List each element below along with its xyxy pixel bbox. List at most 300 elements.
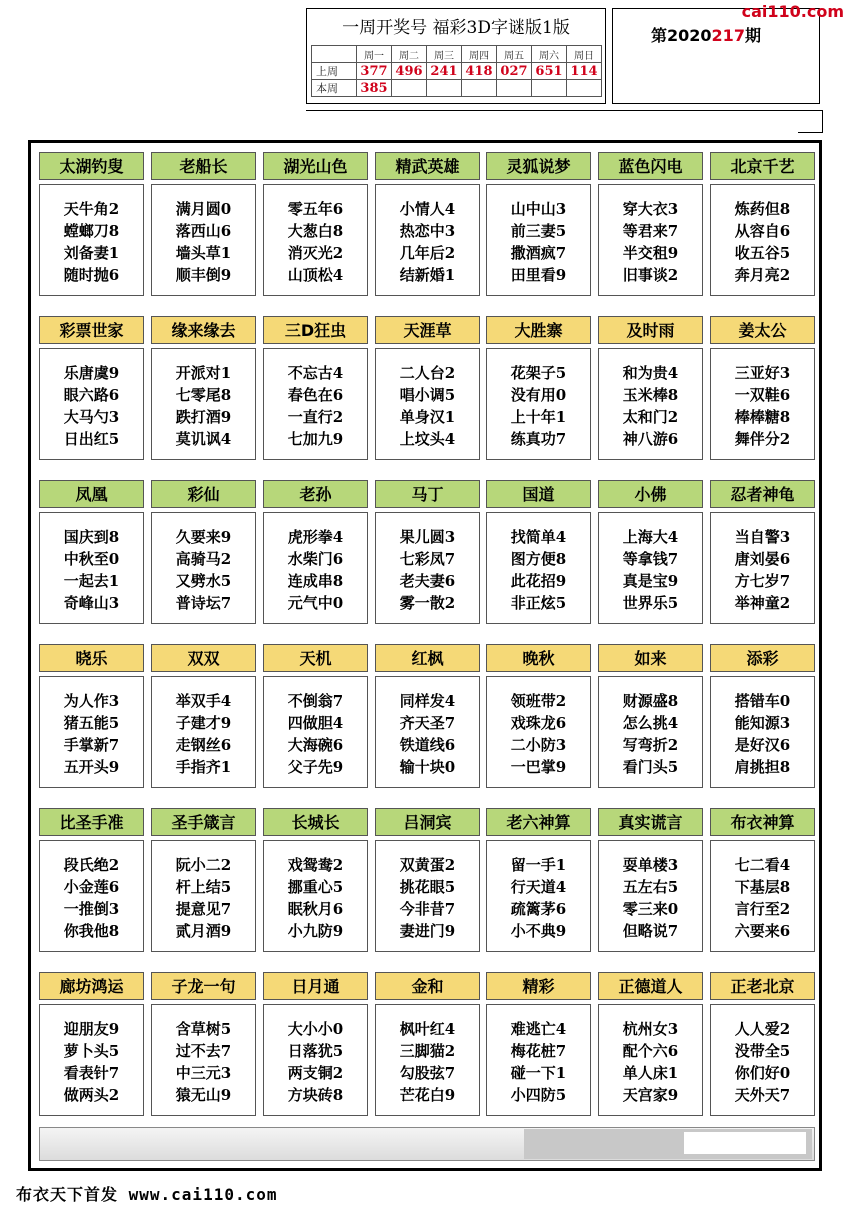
author-title: 灵狐说梦: [486, 152, 591, 180]
puzzle-line: 炼药但8: [734, 200, 791, 218]
puzzle-line: 父子先9: [287, 758, 344, 776]
puzzle-line: 贰月酒9: [175, 922, 232, 940]
puzzle-body: [263, 840, 368, 952]
day-label: 周一: [357, 46, 392, 63]
author-title: 正老北京: [710, 972, 815, 1000]
puzzle-body: [710, 1004, 815, 1116]
puzzle-cell: [486, 972, 591, 1116]
puzzle-line: 提意见7: [175, 900, 232, 918]
this-week-number: [462, 80, 497, 97]
puzzle-line: 满月圆0: [175, 200, 232, 218]
puzzle-line: 戏珠龙6: [510, 714, 567, 732]
puzzle-line: 没带全5: [734, 1042, 791, 1060]
last-week-number: 027: [497, 63, 532, 80]
puzzle-line: 小九防9: [287, 922, 344, 940]
puzzle-line: 留一手1: [510, 856, 567, 874]
puzzle-line: 大马勺3: [63, 408, 120, 426]
puzzle-line: 前三妻5: [510, 222, 567, 240]
puzzle-line: 子建才9: [175, 714, 232, 732]
puzzle-line: 零五年6: [287, 200, 344, 218]
this-week-number: [532, 80, 567, 97]
puzzle-panel: [28, 140, 822, 1171]
puzzle-cell: [375, 808, 480, 952]
issue-box: [612, 8, 820, 104]
author-title: 彩仙: [151, 480, 256, 508]
bottom-bar: [39, 1127, 815, 1161]
puzzle-cell: [39, 480, 144, 624]
puzzle-body: [151, 512, 256, 624]
puzzle-body: [598, 676, 703, 788]
puzzle-body: [263, 512, 368, 624]
author-title: 日月通: [263, 972, 368, 1000]
puzzle-line: 螳螂刀8: [63, 222, 120, 240]
puzzle-line: 单人床1: [622, 1064, 679, 1082]
site-logo-text: cai110.com: [741, 2, 844, 21]
divider: [798, 110, 822, 133]
puzzle-line: 刘备妻1: [63, 244, 120, 262]
puzzle-line: 妻进门9: [399, 922, 456, 940]
puzzle-line: 双黄蛋2: [399, 856, 456, 874]
puzzle-body: [39, 1004, 144, 1116]
puzzle-cell: [710, 808, 815, 952]
puzzle-line: 水柴门6: [287, 550, 344, 568]
puzzle-cell: [598, 808, 703, 952]
puzzle-line: 齐天圣7: [399, 714, 456, 732]
puzzle-line: 日落犹5: [287, 1042, 344, 1060]
last-week-number: 418: [462, 63, 497, 80]
puzzle-line: 大小小0: [287, 1020, 344, 1038]
puzzle-line: 神八游6: [622, 430, 679, 448]
puzzle-line: 山顶松4: [287, 266, 344, 284]
puzzle-cell: [375, 644, 480, 788]
puzzle-cell: [598, 480, 703, 624]
puzzle-cell: [151, 972, 256, 1116]
puzzle-line: 六要来6: [734, 922, 791, 940]
author-title: 圣手箴言: [151, 808, 256, 836]
puzzle-body: [710, 184, 815, 296]
puzzle-line: 肩挑担8: [734, 758, 791, 776]
puzzle-line: 日出红5: [63, 430, 120, 448]
puzzle-line: 看表针7: [63, 1064, 120, 1082]
puzzle-line: 二人台2: [399, 364, 456, 382]
puzzle-cell: [375, 480, 480, 624]
puzzle-body: [39, 676, 144, 788]
puzzle-line: 小金莲6: [63, 878, 120, 896]
puzzle-body: [710, 840, 815, 952]
puzzle-line: 零三来0: [622, 900, 679, 918]
author-title: 金和: [375, 972, 480, 1000]
puzzle-line: 挪重心5: [287, 878, 344, 896]
puzzle-line: 耍单楼3: [622, 856, 679, 874]
puzzle-body: [598, 512, 703, 624]
author-title: 精武英雄: [375, 152, 480, 180]
puzzle-line: 你我他8: [63, 922, 120, 940]
puzzle-line: 写弯折2: [622, 736, 679, 754]
puzzle-body: [710, 512, 815, 624]
puzzle-line: 单身汉1: [399, 408, 456, 426]
day-label: 周四: [462, 46, 497, 63]
puzzle-cell: [263, 480, 368, 624]
puzzle-line: 萝卜头5: [63, 1042, 120, 1060]
author-title: 凤凰: [39, 480, 144, 508]
puzzle-body: [39, 184, 144, 296]
puzzle-line: 和为贵4: [622, 364, 679, 382]
puzzle-line: 芒花白9: [399, 1086, 456, 1104]
puzzle-cell: [375, 972, 480, 1116]
author-title: 湖光山色: [263, 152, 368, 180]
puzzle-cell: [598, 152, 703, 296]
puzzle-body: [598, 348, 703, 460]
day-label: 周六: [532, 46, 567, 63]
puzzle-cell: [598, 316, 703, 460]
puzzle-cell: [39, 808, 144, 952]
puzzle-cell: [39, 152, 144, 296]
puzzle-cell: [39, 644, 144, 788]
author-title: 廊坊鸿运: [39, 972, 144, 1000]
puzzle-line: 人人爱2: [734, 1020, 791, 1038]
puzzle-body: [598, 184, 703, 296]
puzzle-line: 同样发4: [399, 692, 456, 710]
puzzle-line: 虎形拳4: [287, 528, 344, 546]
puzzle-line: 一推倒3: [63, 900, 120, 918]
puzzle-line: 天宫家9: [622, 1086, 679, 1104]
puzzle-cell: [598, 644, 703, 788]
puzzle-cell: [710, 644, 815, 788]
puzzle-body: [710, 676, 815, 788]
puzzle-body: [486, 348, 591, 460]
this-week-number: 385: [357, 80, 392, 97]
puzzle-line: 穿大衣3: [622, 200, 679, 218]
author-title: 晓乐: [39, 644, 144, 672]
puzzle-line: 梅花桩7: [510, 1042, 567, 1060]
puzzle-line: 七二看4: [734, 856, 791, 874]
puzzle-line: 猿无山9: [175, 1086, 232, 1104]
author-title: 比圣手准: [39, 808, 144, 836]
puzzle-line: 碰一下1: [510, 1064, 567, 1082]
puzzle-line: 大葱白8: [287, 222, 344, 240]
puzzle-line: 行天道4: [510, 878, 567, 896]
puzzle-line: 一巴掌9: [510, 758, 567, 776]
puzzle-line: 方块砖8: [287, 1086, 344, 1104]
puzzle-body: [39, 840, 144, 952]
puzzle-line: 三脚猫2: [399, 1042, 456, 1060]
author-title: 老孙: [263, 480, 368, 508]
puzzle-line: 田里看9: [510, 266, 567, 284]
puzzle-line: 做两头2: [63, 1086, 120, 1104]
this-week-number: [497, 80, 532, 97]
author-title: 马丁: [375, 480, 480, 508]
puzzle-line: 搭错车0: [734, 692, 791, 710]
puzzle-line: 戏鸳鸯2: [287, 856, 344, 874]
puzzle-line: 热恋中3: [399, 222, 456, 240]
puzzle-line: 眼六路6: [63, 386, 120, 404]
author-title: 北京千艺: [710, 152, 815, 180]
puzzle-line: 不倒翁7: [287, 692, 344, 710]
author-title: 老六神算: [486, 808, 591, 836]
puzzle-line: 花架子5: [510, 364, 567, 382]
author-title: 子龙一句: [151, 972, 256, 1000]
puzzle-line: 旧事谈2: [622, 266, 679, 284]
author-title: 大胜寨: [486, 316, 591, 344]
puzzle-line: 举神童2: [734, 594, 791, 612]
puzzle-body: [39, 348, 144, 460]
puzzle-body: [151, 840, 256, 952]
author-title: 双双: [151, 644, 256, 672]
puzzle-line: 唱小调5: [399, 386, 456, 404]
puzzle-cell: [486, 316, 591, 460]
puzzle-line: 一起去1: [63, 572, 120, 590]
puzzle-line: 没有用0: [510, 386, 567, 404]
puzzle-body: [263, 348, 368, 460]
puzzle-line: 枫叶红4: [399, 1020, 456, 1038]
puzzle-line: 手指齐1: [175, 758, 232, 776]
author-title: 天涯草: [375, 316, 480, 344]
author-title: 国道: [486, 480, 591, 508]
author-title: 天机: [263, 644, 368, 672]
puzzle-line: 你们好0: [734, 1064, 791, 1082]
puzzle-line: 眠秋月6: [287, 900, 344, 918]
puzzle-line: 中三元3: [175, 1064, 232, 1082]
author-title: 长城长: [263, 808, 368, 836]
puzzle-line: 落西山6: [175, 222, 232, 240]
puzzle-body: [486, 840, 591, 952]
author-title: 小佛: [598, 480, 703, 508]
puzzle-body: [486, 184, 591, 296]
author-title: 蓝色闪电: [598, 152, 703, 180]
puzzle-line: 天外天7: [734, 1086, 791, 1104]
puzzle-line: 疏篱茅6: [510, 900, 567, 918]
puzzle-body: [486, 676, 591, 788]
puzzle-cell: [151, 644, 256, 788]
puzzle-line: 财源盛8: [622, 692, 679, 710]
puzzle-line: 领班带2: [510, 692, 567, 710]
puzzle-line: 杭州女3: [622, 1020, 679, 1038]
puzzle-body: [486, 1004, 591, 1116]
day-label: 周二: [392, 46, 427, 63]
puzzle-line: 大海碗6: [287, 736, 344, 754]
this-week-label: 本周: [312, 80, 357, 97]
author-title: 晚秋: [486, 644, 591, 672]
puzzle-cell: [486, 480, 591, 624]
puzzle-line: 不忘古4: [287, 364, 344, 382]
draw-results-box: [306, 8, 606, 104]
author-title: 吕洞宾: [375, 808, 480, 836]
puzzle-line: 果儿圆3: [399, 528, 456, 546]
puzzle-line: 一直行2: [287, 408, 344, 426]
last-week-label: 上周: [312, 63, 357, 80]
puzzle-line: 能知源3: [734, 714, 791, 732]
puzzle-line: 久要来9: [175, 528, 232, 546]
last-week-number: 496: [392, 63, 427, 80]
puzzle-line: 练真功7: [510, 430, 567, 448]
puzzle-body: [375, 512, 480, 624]
puzzle-line: 言行至2: [734, 900, 791, 918]
puzzle-line: 小四防5: [510, 1086, 567, 1104]
puzzle-line: 铁道线6: [399, 736, 456, 754]
puzzle-line: 等君来7: [622, 222, 679, 240]
last-week-number: 241: [427, 63, 462, 80]
author-title: 添彩: [710, 644, 815, 672]
puzzle-cell: [598, 972, 703, 1116]
puzzle-cell: [151, 808, 256, 952]
puzzle-line: 猪五能5: [63, 714, 120, 732]
puzzle-line: 乐唐虞9: [63, 364, 120, 382]
puzzle-line: 杆上结5: [175, 878, 232, 896]
puzzle-cell: [39, 972, 144, 1116]
puzzle-line: 小情人4: [399, 200, 456, 218]
puzzle-line: 真是宝9: [622, 572, 679, 590]
author-title: 老船长: [151, 152, 256, 180]
puzzle-line: 怎么挑4: [622, 714, 679, 732]
puzzle-line: 下基层8: [734, 878, 791, 896]
author-title: 正德道人: [598, 972, 703, 1000]
last-week-number: 377: [357, 63, 392, 80]
puzzle-line: 消灭光2: [287, 244, 344, 262]
puzzle-line: 两支铜2: [287, 1064, 344, 1082]
author-title: 缘来缘去: [151, 316, 256, 344]
puzzle-line: 四做胆4: [287, 714, 344, 732]
puzzle-line: 二小防3: [510, 736, 567, 754]
puzzle-cell: [263, 808, 368, 952]
puzzle-line: 高骑马2: [175, 550, 232, 568]
puzzle-body: [263, 1004, 368, 1116]
puzzle-line: 七零尾8: [175, 386, 232, 404]
puzzle-line: 随时抛6: [63, 266, 120, 284]
puzzle-line: 七彩凤7: [399, 550, 456, 568]
puzzle-cell: [375, 316, 480, 460]
puzzle-cell: [710, 480, 815, 624]
puzzle-line: 非正炫5: [510, 594, 567, 612]
author-title: 红枫: [375, 644, 480, 672]
puzzle-body: [151, 676, 256, 788]
puzzle-body: [375, 676, 480, 788]
puzzle-line: 连成串8: [287, 572, 344, 590]
puzzle-line: 奔月亮2: [734, 266, 791, 284]
author-title: 及时雨: [598, 316, 703, 344]
puzzle-cell: [151, 480, 256, 624]
puzzle-cell: [375, 152, 480, 296]
puzzle-cell: [263, 152, 368, 296]
puzzle-line: 从容自6: [734, 222, 791, 240]
puzzle-line: 挑花眼5: [399, 878, 456, 896]
puzzle-cell: [263, 972, 368, 1116]
author-title: 真实谎言: [598, 808, 703, 836]
puzzle-line: 雾一散2: [399, 594, 456, 612]
puzzle-line: 几年后2: [399, 244, 456, 262]
puzzle-line: 老夫妻6: [399, 572, 456, 590]
puzzle-line: 中秋至0: [63, 550, 120, 568]
puzzle-line: 走钢丝6: [175, 736, 232, 754]
puzzle-cell: [486, 808, 591, 952]
puzzle-line: 举双手4: [175, 692, 232, 710]
puzzle-line: 山中山3: [510, 200, 567, 218]
puzzle-line: 五开头9: [63, 758, 120, 776]
puzzle-line: 手掌新7: [63, 736, 120, 754]
puzzle-line: 顺丰倒9: [175, 266, 232, 284]
author-title: 三D狂虫: [263, 316, 368, 344]
puzzle-line: 难逃亡4: [510, 1020, 567, 1038]
puzzle-body: [598, 1004, 703, 1116]
puzzle-line: 天牛角2: [63, 200, 120, 218]
puzzle-line: 三亚好3: [734, 364, 791, 382]
puzzle-body: [375, 184, 480, 296]
day-label: 周五: [497, 46, 532, 63]
puzzle-line: 找简单4: [510, 528, 567, 546]
last-week-number: 651: [532, 63, 567, 80]
puzzle-line: 上十年1: [510, 408, 567, 426]
author-title: 布衣神算: [710, 808, 815, 836]
puzzle-line: 含草树5: [175, 1020, 232, 1038]
puzzle-line: 撒酒疯7: [510, 244, 567, 262]
puzzle-line: 图方便8: [510, 550, 567, 568]
puzzle-line: 阮小二2: [175, 856, 232, 874]
day-label: 周三: [427, 46, 462, 63]
puzzle-cell: [486, 644, 591, 788]
footer-text: 布衣天下首发 www.cai110.com: [16, 1185, 278, 1204]
puzzle-line: 看门头5: [622, 758, 679, 776]
puzzle-line: 收五谷5: [734, 244, 791, 262]
puzzle-line: 一双鞋6: [734, 386, 791, 404]
puzzle-body: [375, 1004, 480, 1116]
puzzle-line: 方七岁7: [734, 572, 791, 590]
puzzle-line: 奇峰山3: [63, 594, 120, 612]
puzzle-line: 配个六6: [622, 1042, 679, 1060]
puzzle-line: 莫讥讽4: [175, 430, 232, 448]
author-title: 彩票世家: [39, 316, 144, 344]
puzzle-body: [375, 840, 480, 952]
puzzle-line: 普诗坛7: [175, 594, 232, 612]
puzzle-line: 国庆到8: [63, 528, 120, 546]
puzzle-cell: [151, 152, 256, 296]
author-title: 忍者神龟: [710, 480, 815, 508]
last-week-number: 114: [567, 63, 602, 80]
author-title: 精彩: [486, 972, 591, 1000]
author-title: 太湖钓叟: [39, 152, 144, 180]
puzzle-line: 今非昔7: [399, 900, 456, 918]
puzzle-line: 是好汉6: [734, 736, 791, 754]
puzzle-line: 过不去7: [175, 1042, 232, 1060]
author-title: 姜太公: [710, 316, 815, 344]
puzzle-body: [263, 676, 368, 788]
puzzle-line: 跌打酒9: [175, 408, 232, 426]
puzzle-cell: [486, 152, 591, 296]
this-week-number: [392, 80, 427, 97]
puzzle-line: 太和门2: [622, 408, 679, 426]
puzzle-body: [39, 512, 144, 624]
puzzle-line: 当自警3: [734, 528, 791, 546]
puzzle-line: 段氏绝2: [63, 856, 120, 874]
puzzle-line: 上海大4: [622, 528, 679, 546]
puzzle-cell: [151, 316, 256, 460]
puzzle-line: 等拿钱7: [622, 550, 679, 568]
puzzle-body: [375, 348, 480, 460]
puzzle-body: [710, 348, 815, 460]
puzzle-line: 小不典9: [510, 922, 567, 940]
puzzle-line: 此花招9: [510, 572, 567, 590]
puzzle-body: [486, 512, 591, 624]
puzzle-line: 墙头草1: [175, 244, 232, 262]
puzzle-line: 唐刘晏6: [734, 550, 791, 568]
puzzle-line: 输十块0: [399, 758, 456, 776]
puzzle-body: [151, 1004, 256, 1116]
puzzle-line: 迎朋友9: [63, 1020, 120, 1038]
puzzle-line: 结新婚1: [399, 266, 456, 284]
puzzle-body: [151, 348, 256, 460]
this-week-number: [567, 80, 602, 97]
this-week-number: [427, 80, 462, 97]
puzzle-cell: [39, 316, 144, 460]
puzzle-body: [151, 184, 256, 296]
